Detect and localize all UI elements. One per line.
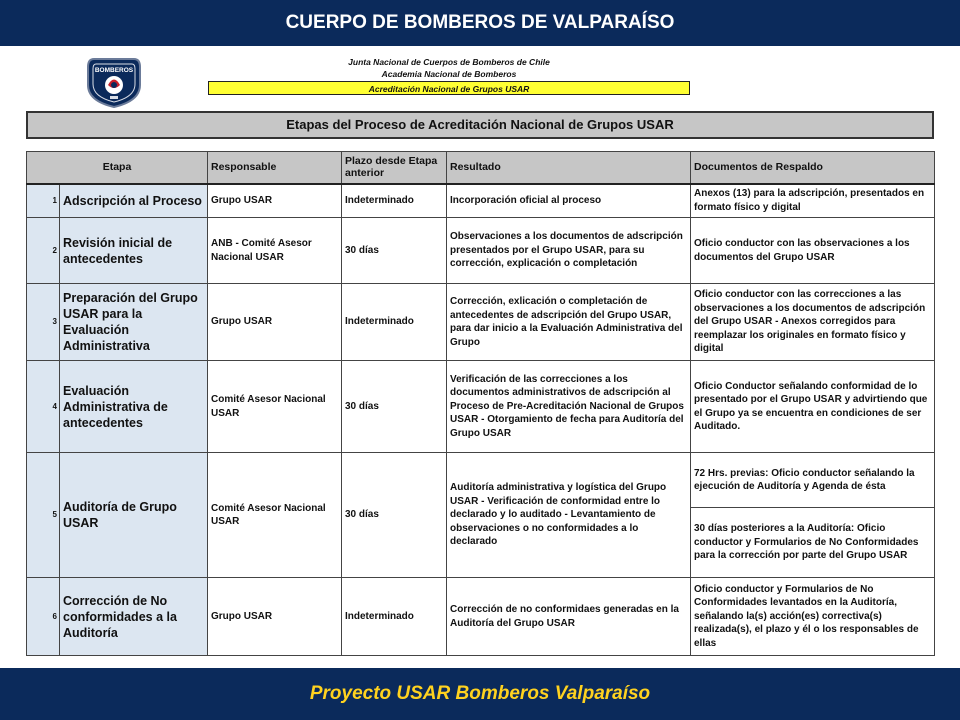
- header-etapa: Etapa: [27, 152, 208, 184]
- row-etapa: Revisión inicial de antecedentes: [60, 218, 208, 284]
- row-documentos: Oficio conductor con las correcciones a las observaciones a los documentos de adscripción del Grupo USAR - Anexos corregidos para reemplazar los originales en formato físico y digital: [691, 284, 935, 361]
- row-responsable: ANB - Comité Asesor Nacional USAR: [208, 218, 342, 284]
- header-bar: [0, 0, 960, 46]
- header-plazo: Plazo desde Etapa anterior: [342, 152, 447, 184]
- footer-title: Proyecto USAR Bomberos Valparaíso: [309, 683, 651, 704]
- row-etapa: Preparación del Grupo USAR para la Evaluación Administrativa: [60, 284, 208, 361]
- row-resultado: Corrección, exlicación o completación de antecedentes de adscripción del Grupo USAR, para dar inicio a la Evaluación Administrativa del Grupo: [447, 284, 691, 361]
- row-etapa: Evaluación Administrativa de antecedentes: [60, 361, 208, 453]
- row-documentos: Oficio conductor y Formularios de No Conformidades levantados en la Auditoría, señalando la(s) acción(es) correctiva(s) realizada(s), el plazo y él o los responsables de ellas: [691, 578, 935, 656]
- table-header-row: [27, 152, 935, 184]
- row-plazo: 30 días: [342, 453, 447, 578]
- row-etapa: Auditoría de Grupo USAR: [60, 453, 208, 578]
- org-line-junta: Junta Nacional de Cuerpos de Bomberos de Chile: [348, 57, 550, 67]
- org-line-academia: Academia Nacional de Bomberos: [381, 69, 517, 79]
- table-row: [27, 284, 935, 361]
- row-plazo: Indeterminado: [342, 284, 447, 361]
- row-etapa: Corrección de No conformidades a la Auditoría: [60, 578, 208, 656]
- header-responsable: Responsable: [208, 152, 342, 184]
- row-resultado: Corrección de no conformidaes generadas en la Auditoría del Grupo USAR: [447, 578, 691, 656]
- row-responsable: Comité Asesor Nacional USAR: [208, 361, 342, 453]
- row-responsable: Grupo USAR: [208, 284, 342, 361]
- row-etapa: Adscripción al Proceso: [60, 184, 208, 218]
- row-resultado: Observaciones a los documentos de adscripción presentados por el Grupo USAR, para su corrección, explicación o completación: [447, 218, 691, 284]
- row-resultado: Auditoría administrativa y logística del Grupo USAR - Verificación de conformidad entre lo declarado y lo auditado - Levantamiento de observaciones o no conformidades a lo declarado: [447, 453, 691, 578]
- header-documentos: Documentos de Respaldo: [691, 152, 935, 184]
- table-row: [27, 578, 935, 656]
- stages-table: [26, 151, 935, 656]
- row-responsable: Grupo USAR: [208, 578, 342, 656]
- row-responsable: Comité Asesor Nacional USAR: [208, 453, 342, 578]
- table-row: [27, 361, 935, 453]
- row-documentos: 30 días posteriores a la Auditoría: Oficio conductor y Formularios de No Conformidades para la corrección por parte del Grupo USAR: [691, 508, 935, 578]
- row-resultado: Incorporación oficial al proceso: [447, 184, 691, 218]
- row-plazo: Indeterminado: [342, 184, 447, 218]
- row-documentos: Anexos (13) para la adscripción, presentados en formato físico y digital: [691, 184, 935, 218]
- row-documentos: Oficio conductor con las observaciones a los documentos del Grupo USAR: [691, 218, 935, 284]
- header-title: CUERPO DE BOMBEROS DE VALPARAÍSO: [285, 12, 675, 33]
- row-plazo: 30 días: [342, 218, 447, 284]
- row-resultado: Verificación de las correcciones a los documentos administrativos de adscripción al Proceso de Pre-Acreditación Nacional de Grupos USAR - Otorgamiento de fecha para Auditoría del Grupo USAR: [447, 361, 691, 453]
- table-row: [27, 453, 935, 508]
- row-documentos: Oficio Conductor señalando conformidad de lo presentado por el Grupo USAR y advirtiendo que el Grupo ya se encuentra en condiciones de ser Auditado.: [691, 361, 935, 453]
- row-number: 3: [27, 284, 60, 361]
- footer-bar: [0, 668, 960, 720]
- row-number: 2: [27, 218, 60, 284]
- row-documentos: 72 Hrs. previas: Oficio conductor señalando la ejecución de Auditoría y Agenda de ésta: [691, 453, 935, 508]
- table-title: Etapas del Proceso de Acreditación Nacional de Grupos USAR: [26, 111, 934, 139]
- table-row: [27, 184, 935, 218]
- row-number: 5: [27, 453, 60, 578]
- table-row: [27, 218, 935, 284]
- logo-text: BOMBEROS: [94, 67, 134, 74]
- header-resultado: Resultado: [447, 152, 691, 184]
- row-plazo: Indeterminado: [342, 578, 447, 656]
- row-number: 1: [27, 184, 60, 218]
- org-line-acreditacion: Acreditación Nacional de Grupos USAR: [208, 81, 690, 95]
- row-plazo: 30 días: [342, 361, 447, 453]
- row-number: 6: [27, 578, 60, 656]
- row-number: 4: [27, 361, 60, 453]
- bomberos-shield-emblem-icon: [86, 55, 142, 109]
- row-responsable: Grupo USAR: [208, 184, 342, 218]
